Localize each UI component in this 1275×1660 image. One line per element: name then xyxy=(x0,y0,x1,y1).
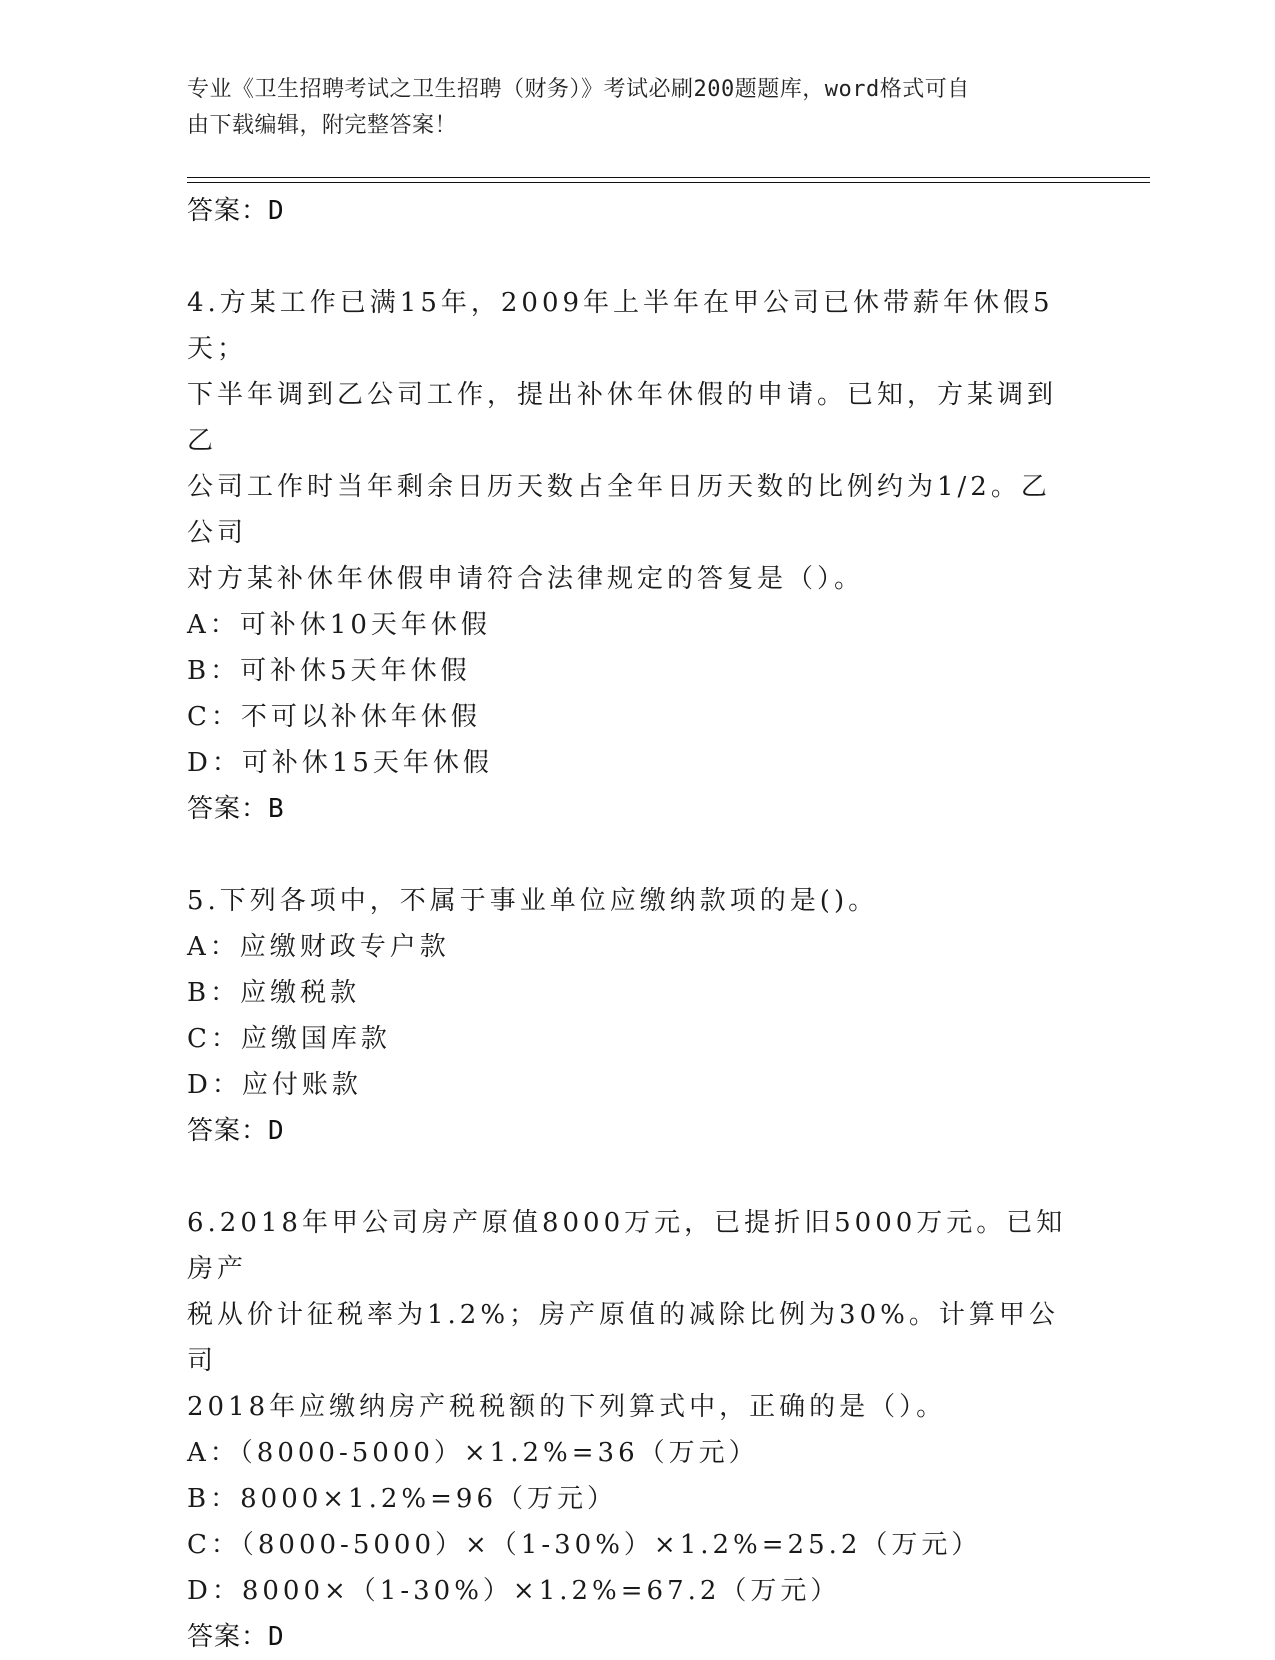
question-list xyxy=(187,188,1087,1660)
question-line: 对方某补休年休假申请符合法律规定的答复是（）。 xyxy=(187,564,865,594)
option-c: C：（8000-5000）×（1-30%）×1.2%=25.2（万元） xyxy=(187,1530,982,1560)
option-b: B：可补休5天年休假 xyxy=(187,656,471,686)
option-b: B：应缴税款 xyxy=(187,978,361,1008)
header-line-1: 专业《卫生招聘考试之卫生招聘（财务）》考试必刷200题题库，word格式可自 xyxy=(187,77,970,102)
spacer xyxy=(187,234,1087,280)
answer: 答案：D xyxy=(187,1116,285,1146)
question-line: 税从价计征税率为1.2%；房产原值的减除比例为30%。计算甲公司 xyxy=(187,1300,1059,1376)
header-divider-bottom xyxy=(187,182,1150,183)
question-line: 2018年应缴纳房产税税额的下列算式中，正确的是（）。 xyxy=(187,1392,947,1422)
question-line: 下半年调到乙公司工作，提出补休年休假的申请。已知，方某调到乙 xyxy=(187,380,1058,456)
question-stem xyxy=(187,280,1067,602)
option-a: A：（8000-5000）×1.2%=36（万元） xyxy=(187,1438,759,1468)
question-stem xyxy=(187,1200,1067,1430)
previous-answer: 答案：D xyxy=(187,196,285,226)
question-line: 6.2018年甲公司房产原值8000万元，已提折旧5000万元。已知房产 xyxy=(187,1208,1067,1284)
spacer xyxy=(187,832,1087,878)
question-block xyxy=(187,878,1087,1154)
option-c: C：应缴国库款 xyxy=(187,1024,391,1054)
question-block xyxy=(187,280,1087,832)
option-c: C：不可以补休年休假 xyxy=(187,702,481,732)
option-d: D：可补休15天年休假 xyxy=(187,748,493,778)
option-b: B：8000×1.2%=96（万元） xyxy=(187,1484,617,1514)
answer: 答案：D xyxy=(187,1622,285,1652)
header-line-2: 由下载编辑，附完整答案！ xyxy=(187,113,458,138)
option-d: D：应付账款 xyxy=(187,1070,362,1100)
option-a: A：可补休10天年休假 xyxy=(187,610,491,640)
header-divider-top xyxy=(187,177,1150,178)
question-block xyxy=(187,1200,1087,1660)
spacer xyxy=(187,1154,1087,1200)
option-d: D：8000×（1-30%）×1.2%=67.2（万元） xyxy=(187,1576,841,1606)
document-header xyxy=(187,72,1067,144)
question-stem xyxy=(187,878,1067,924)
question-line: 5.下列各项中，不属于事业单位应缴纳款项的是()。 xyxy=(187,886,879,916)
question-line: 4.方某工作已满15年，2009年上半年在甲公司已休带薪年休假5天； xyxy=(187,288,1054,364)
answer: 答案：B xyxy=(187,794,285,824)
question-line: 公司工作时当年剩余日历天数占全年日历天数的比例约为1/2。乙公司 xyxy=(187,472,1051,548)
option-a: A：应缴财政专户款 xyxy=(187,932,450,962)
